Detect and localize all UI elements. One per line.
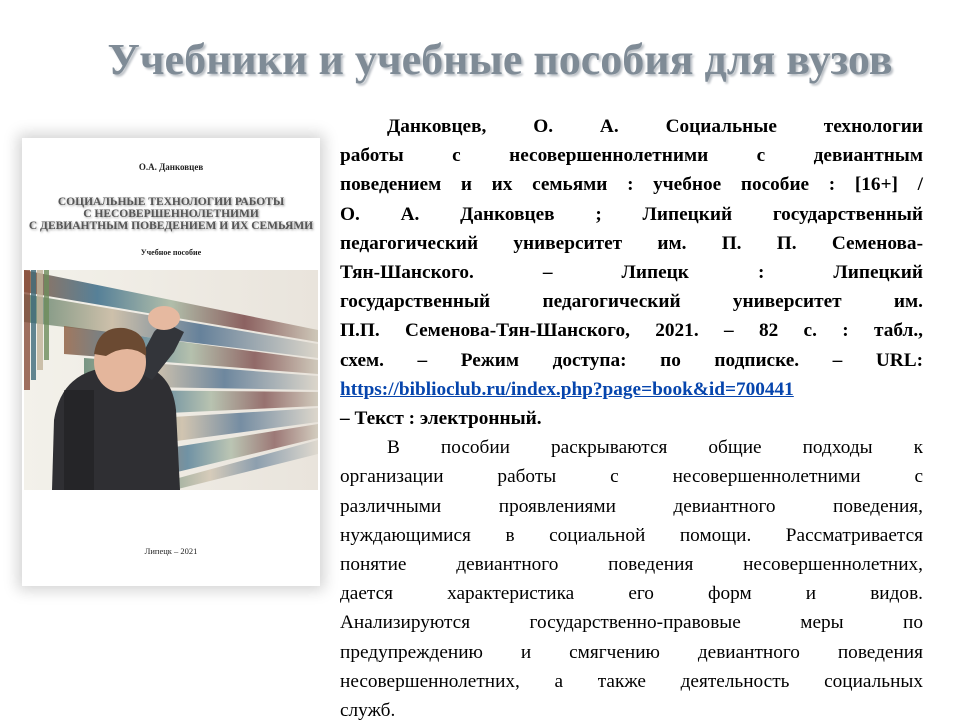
text-type-line: – Текст : электронный. [340,408,542,430]
citation-line: государственный педагогический университет им. [340,291,923,313]
citation-line: П.П. Семенова-Тян-Шанского, 2021. – 82 с. : табл., [340,320,923,342]
book-url-link[interactable]: https://biblioclub.ru/index.php?page=book&id=700441 [340,378,794,400]
citation-line: педагогический университет им. П. П. Семенова- [340,232,923,254]
annotation-line: несовершеннолетних, а также деятельность социальных [340,670,923,692]
book-description [340,112,923,725]
cover-photo-image [24,270,318,490]
cover-author: О.А. Данковцев [138,162,204,172]
citation-line: О. А. Данковцев ; Липецкий государственный [340,203,923,225]
book-cover [22,138,320,586]
cover-title-line: С ДЕВИАНТНЫМ ПОВЕДЕНИЕМ И ИХ СЕМЬЯМИ [28,220,314,232]
annotation-line: В пособии раскрываются общие подходы к [387,437,923,459]
citation-line: схем. – Режим доступа: по подписке. – URL: [340,349,923,371]
cover-book-title [22,196,320,232]
citation-line: Данковцев, О. А. Социальные технологии [387,116,923,137]
page-title: Учебники и учебные пособия для вузов [107,35,893,84]
citation-line: работы с несовершеннолетними с девиантным [340,145,923,167]
citation-line: поведением и их семьями : учебное пособие : [16+] / [340,174,923,196]
cover-subtitle: Учебное пособие [140,248,202,257]
annotation-line: нуждающимися в социальной помощи. Рассматривается [340,524,923,546]
citation-line: Тян-Шанского. – Липецк : Липецкий [340,262,923,284]
annotation-line: понятие девиантного поведения несовершеннолетних, [340,554,923,576]
annotation-line: служб. [340,700,396,722]
annotation-line: дается характеристика его форм и видов. [340,583,923,605]
annotation-line: предупреждению и смягчению девиантного поведения [340,641,923,663]
annotation-line: Анализируются государственно-правовые меры по [340,612,923,634]
annotation-line: организации работы с несовершеннолетними с [340,466,923,488]
cover-photo-boy-at-bookshelf [24,270,318,490]
cover-city-year: Липецк – 2021 [144,546,198,556]
cover-title-line: С НЕСОВЕРШЕННОЛЕТНИМИ [83,208,259,220]
annotation-line: различными проявлениями девиантного поведения, [340,495,923,517]
cover-title-line: СОЦИАЛЬНЫЕ ТЕХНОЛОГИИ РАБОТЫ [57,196,285,208]
